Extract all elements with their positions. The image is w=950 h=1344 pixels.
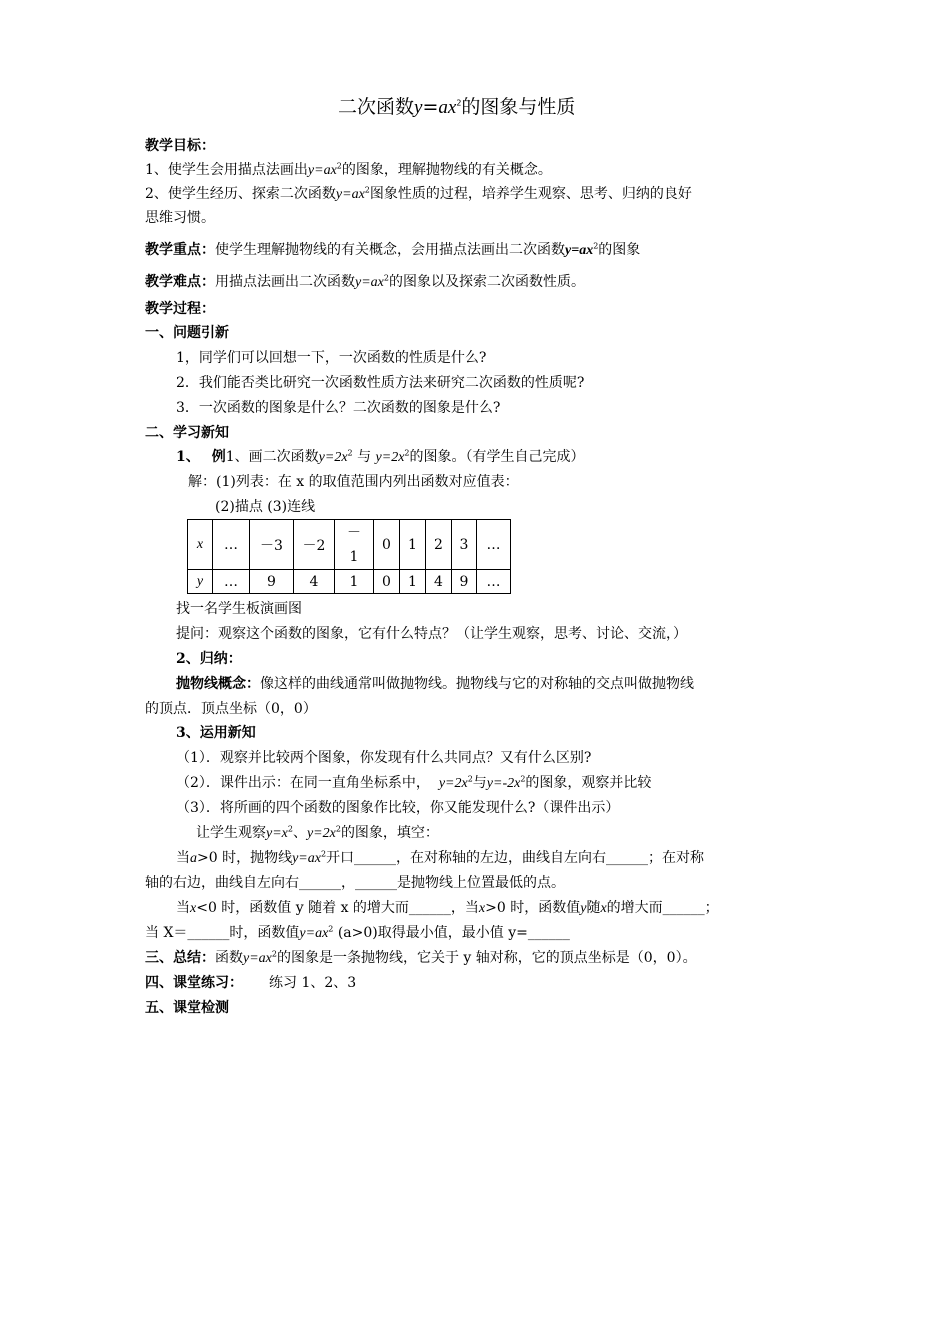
question-2: 2．我们能否类比研究一次函数性质方法来研究二次函数的性质呢?	[176, 375, 585, 391]
example-number: 1、	[176, 449, 200, 465]
page-title	[338, 97, 575, 118]
formula: x	[190, 901, 197, 916]
formula: y=ax	[243, 951, 272, 966]
minus-sign: －	[347, 524, 361, 541]
fill-text: <0 时，函数值 y 随着 x 的增大而______，当	[196, 900, 479, 916]
title-text-end: 的图象与性质	[461, 96, 576, 118]
key-point	[145, 240, 640, 261]
formula: y=2x	[318, 450, 348, 465]
formula-sup: 2	[328, 924, 334, 934]
table-cell: …	[213, 570, 250, 594]
table-cell: …	[477, 520, 511, 570]
difficult-point-text-end: 的图象以及探索二次函数性质。	[388, 274, 585, 290]
formula: y=ax	[307, 163, 337, 178]
apply-item-2	[176, 773, 651, 794]
formula: x	[600, 901, 607, 916]
formula-sup: 2	[364, 185, 370, 195]
table-cell: 0	[374, 570, 400, 594]
apply-item-2-mid: 与	[472, 775, 487, 791]
fill-text: 随	[586, 900, 601, 916]
title-text: 二次函数	[338, 96, 415, 118]
formula: y=ax	[335, 187, 365, 202]
fill-blank-1	[176, 848, 704, 869]
formula: y=ax	[292, 851, 321, 866]
summary-text: 函数	[215, 950, 243, 966]
title-formula-eq: =	[422, 96, 439, 118]
objectives-heading: 教学目标：	[145, 138, 215, 154]
process-heading: 教学过程：	[145, 301, 215, 317]
key-point-text-end: 的图象	[598, 242, 641, 258]
board-demo: 找一名学生板演画图	[176, 601, 302, 617]
fill-text: 当 X＝______时，函数值	[145, 925, 300, 941]
objective-1-text-end: 的图象，理解抛物线的有关概念。	[341, 162, 552, 178]
question-1: 1，同学们可以回想一下，一次函数的性质是什么?	[176, 350, 487, 366]
example-1	[176, 447, 585, 468]
summary-text-end: 的图象是一条抛物线，它关于 y 轴对称，它的顶点坐标是（0，0）。	[276, 950, 697, 966]
section-1-heading: 一、问题引新	[145, 325, 229, 341]
section-5-heading: 五、课堂检测	[145, 1000, 229, 1016]
apply-item-1: （1）．观察并比较两个图象，你发现有什么共同点？又有什么区别?	[176, 750, 592, 766]
table-header-x: x	[188, 520, 213, 570]
observe-separator: 、	[292, 825, 307, 841]
section-4-heading: 四、课堂练习：	[145, 975, 243, 991]
table-cell: 0	[374, 520, 400, 570]
solution-steps-2-3: (2)描点 (3)连线	[215, 499, 316, 515]
parabola-concept-continued: 的顶点．顶点坐标（0，0）	[145, 701, 317, 717]
table-cell: 1	[400, 520, 426, 570]
concept-heading: 抛物线概念：	[176, 676, 260, 692]
objective-2-text: 2、使学生经历、探索二次函数	[145, 186, 336, 202]
objective-1	[145, 160, 552, 181]
parabola-concept	[176, 674, 694, 694]
formula-sup: 2	[336, 161, 342, 171]
fill-text: (a>0)取得最小值，最小值 y=______	[333, 925, 570, 941]
solution-step-1: 解：(1)列表：在 x 的取值范围内列出函数对应值表：	[188, 474, 519, 490]
question-3: 3．一次函数的图象是什么？二次函数的图象是什么?	[176, 400, 501, 416]
formula: y=2x	[375, 450, 405, 465]
table-cell: 4	[294, 570, 335, 594]
fill-text: 的增大而______；	[606, 900, 719, 916]
key-point-text: 使学生理解抛物线的有关概念，会用描点法画出二次函数	[215, 242, 565, 258]
question-ask: 提问：观察这个函数的图象，它有什么特点？（让学生观察，思考、讨论、交流，）	[176, 626, 687, 642]
observe-instruction	[196, 823, 439, 844]
table-cell: …	[477, 570, 511, 594]
formula: a	[190, 851, 197, 866]
apply-heading: 3、运用新知	[176, 725, 256, 741]
fill-blank-1-continued: 轴的右边，曲线自左向右______，______是抛物线上位置最低的点。	[145, 875, 565, 891]
objective-2-continued: 思维习惯。	[145, 210, 215, 226]
formula-sup: 2	[593, 241, 599, 251]
table-cell: 4	[426, 570, 452, 594]
title-formula-sup: 2	[456, 98, 462, 108]
fill-text: 开口______，在对称轴的左边，曲线自左向右______；在对称	[326, 850, 705, 866]
observe-text-end: 的图象，填空：	[340, 825, 439, 841]
difficult-point-text: 用描点法画出二次函数	[215, 274, 355, 290]
formula: x	[478, 901, 486, 916]
section-2-heading: 二、学习新知	[145, 425, 229, 441]
formula: y=2x	[306, 826, 336, 841]
fill-blank-2	[176, 898, 719, 919]
table-cell: 3	[452, 520, 477, 570]
section-3-summary	[145, 948, 697, 969]
formula-sup: 2	[347, 448, 353, 458]
example-text: 1、画二次函数	[225, 449, 319, 465]
title-formula-y: y	[414, 97, 423, 118]
formula: y=ax	[299, 926, 329, 941]
value-table	[187, 519, 511, 594]
objective-1-text: 1、使学生会用描点法画出	[145, 162, 308, 178]
formula-sup: 2	[520, 774, 526, 784]
digit-one: 1	[349, 548, 359, 565]
objective-2	[145, 184, 692, 205]
formula-sup: 2	[467, 774, 473, 784]
example-label: 例	[211, 449, 226, 465]
fill-text: >0 时，函数值	[485, 900, 581, 916]
formula: y=-2x	[486, 776, 521, 791]
table-cell: …	[213, 520, 250, 570]
formula-sup: 2	[287, 824, 293, 834]
formula: y=ax	[355, 275, 384, 290]
key-point-heading: 教学重点：	[145, 242, 215, 258]
fill-text: 当	[176, 850, 190, 866]
table-cell: 9	[250, 570, 294, 594]
difficult-point-heading: 教学难点：	[145, 274, 215, 290]
difficult-point	[145, 272, 585, 293]
table-cell: 1	[335, 570, 374, 594]
formula-sup: 2	[320, 849, 327, 859]
apply-item-2-text-end: 的图象，观察并比较	[525, 775, 652, 791]
example-text-end: 的图象。（有学生自己完成）	[409, 449, 585, 465]
formula-sup: 2	[404, 448, 410, 458]
example-text-mid: 与	[352, 449, 376, 465]
title-formula-ax: ax	[438, 97, 457, 118]
fill-text: 当	[176, 900, 190, 916]
observe-text: 让学生观察	[196, 825, 266, 841]
formula-sup: 2	[383, 273, 389, 283]
formula: y=ax	[565, 243, 594, 258]
table-row-x	[188, 520, 511, 570]
table-cell: －2	[294, 520, 335, 570]
section-4-practice	[145, 973, 356, 993]
table-cell: 2	[426, 520, 452, 570]
objective-2-text-end: 图象性质的过程，培养学生观察、思考、归纳的良好	[369, 186, 692, 202]
concept-text: 像这样的曲线通常叫做抛物线。抛物线与它的对称轴的交点叫做抛物线	[260, 676, 694, 692]
section-3-heading: 三、总结：	[145, 950, 215, 966]
fill-blank-2-continued	[145, 923, 570, 944]
formula-sup: 2	[271, 949, 277, 959]
practice-text: 练习 1、2、3	[269, 975, 357, 991]
apply-item-3: （3）．将所画的四个函数的图象作比较，你又能发现什么?（课件出示）	[176, 800, 620, 816]
formula: y=2x	[438, 776, 468, 791]
table-cell: 9	[452, 570, 477, 594]
formula-sup: 2	[335, 824, 341, 834]
table-cell: 1	[400, 570, 426, 594]
table-header-y: y	[188, 570, 213, 594]
table-cell: －3	[250, 520, 294, 570]
apply-item-2-text: （2）．课件出示：在同一直角坐标系中，	[176, 775, 439, 791]
formula: y	[580, 901, 587, 916]
summary-heading: 2、归纳：	[176, 651, 242, 667]
table-cell-neg1	[335, 520, 374, 570]
formula: y=x	[266, 826, 288, 841]
table-row-y	[188, 570, 511, 594]
fill-text: >0 时，抛物线	[197, 850, 293, 866]
